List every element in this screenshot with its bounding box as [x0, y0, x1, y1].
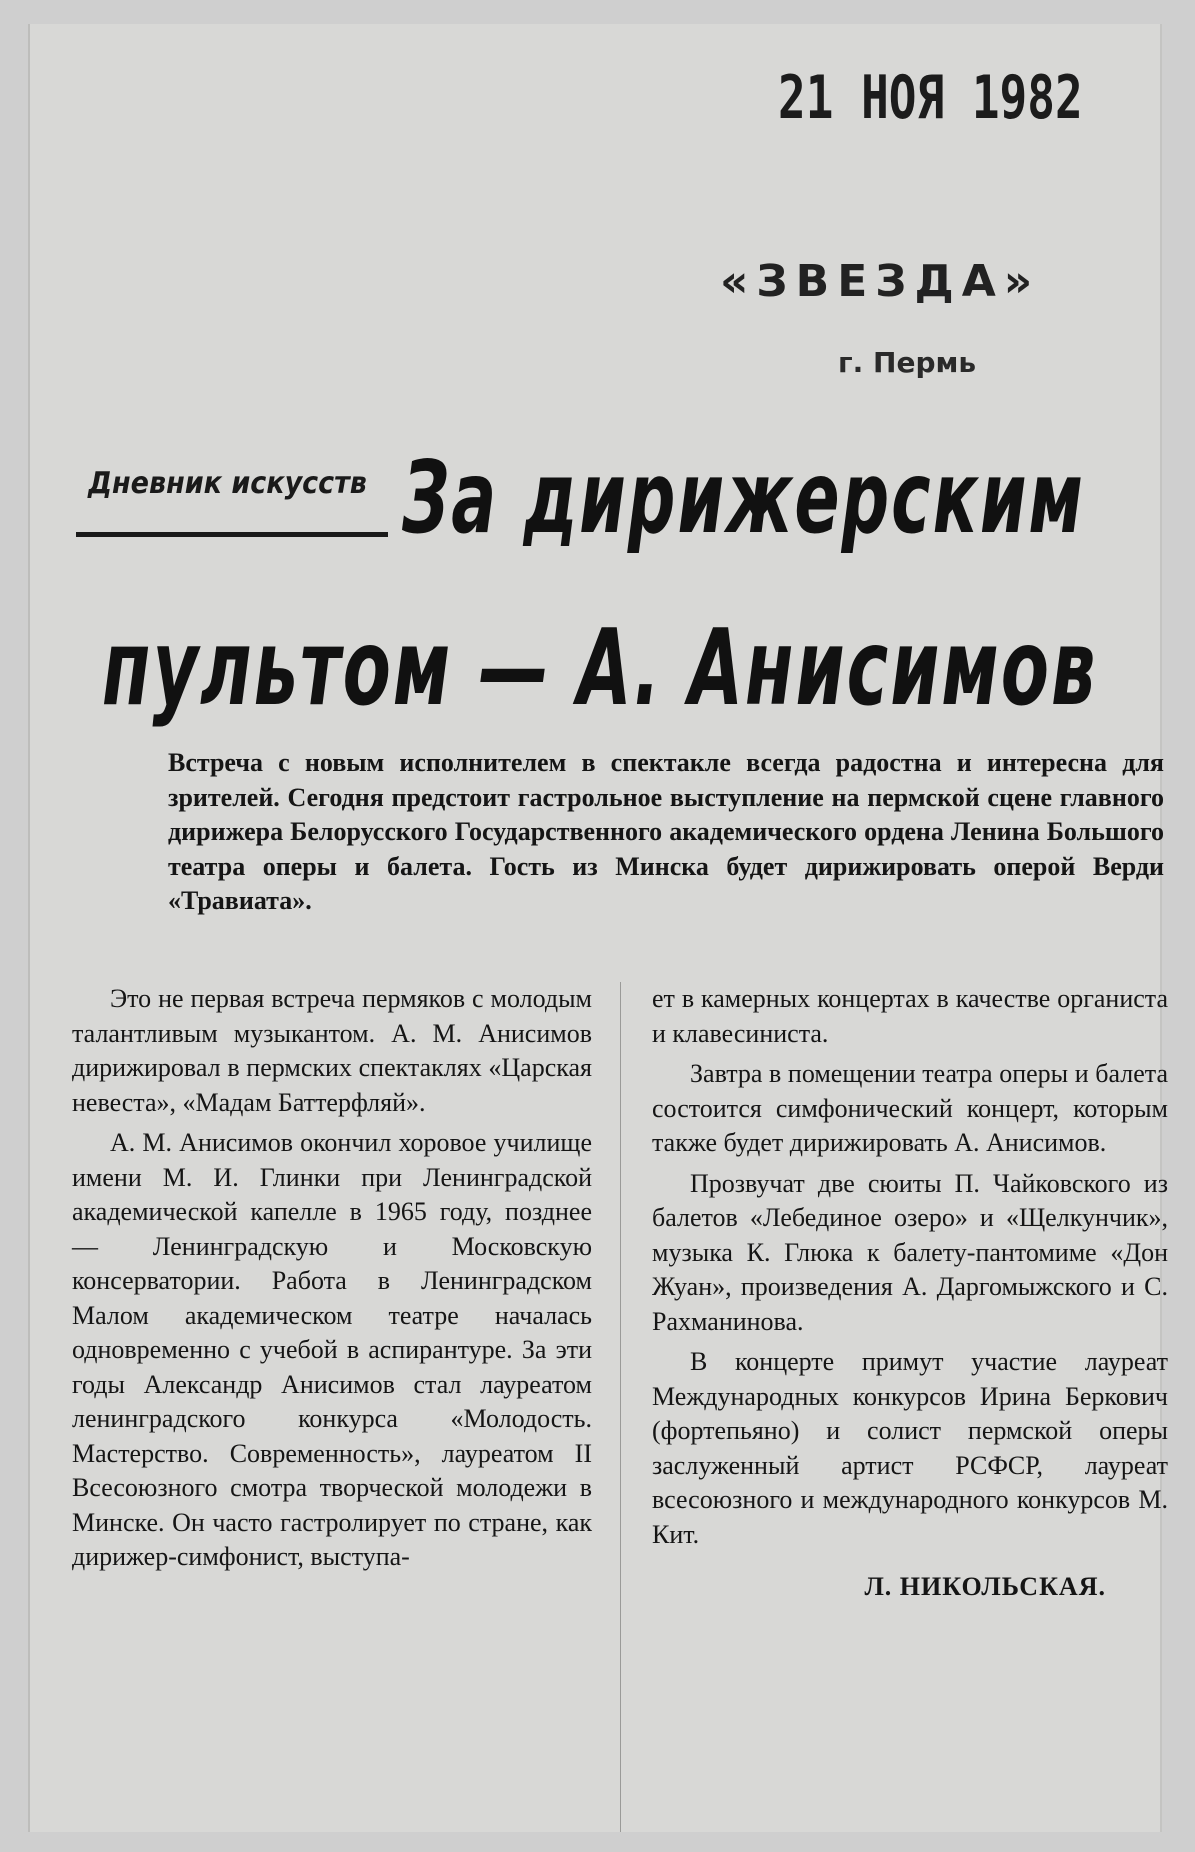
headline-line-1: За дирижерским	[402, 440, 1085, 557]
left-paragraph-2: А. М. Анисимов окончил хоровое училище имени М. И. Глинки при Ленинградской академической капелле в 1965 году, позднее — Ленинградскую и Московскую консерватории. Работа в Ленинградском Малом академическом театре началась одновременно с учебой в аспирантуре. За эти годы Александр Анисимов стал лауреатом ленинградского конкурса «Молодость. Мастерство. Современность», лауреатом II Всесоюзного смотра творческой молодежи в Минске. Он часто гастролирует по стране, как дирижер-симфонист, выступа-	[72, 1128, 592, 1571]
right-paragraph-4: В концерте примут участие лауреат Международных конкурсов Ирина Беркович (фортепьяно) и солист пермской оперы заслуженный артист РСФСР, лауреат всесоюзного и международного конкурсов М. Кит.	[652, 1347, 1168, 1549]
author-signature: Л. НИКОЛЬСКАЯ.	[864, 1572, 1106, 1601]
right-column	[652, 982, 1168, 1605]
right-paragraph-1: ет в камерных концертах в качестве органиста и клавесиниста.	[652, 984, 1168, 1048]
right-paragraph-3: Прозвучат две сюиты П. Чайковского из балетов «Лебединое озеро» и «Щелкунчик», музыка К. Глюка к балету-пантомиме «Дон Жуан», произведения А. Даргомыжского и С. Рахманинова.	[652, 1168, 1168, 1336]
right-paragraph-2: Завтра в помещении театра оперы и балета состоится симфонический концерт, которым также будет дирижировать А. Анисимов.	[652, 1059, 1168, 1157]
rubric-label: Дневник искусств	[88, 466, 367, 501]
column-divider	[620, 982, 621, 1832]
newspaper-clipping	[28, 24, 1168, 1832]
left-column	[72, 982, 592, 1581]
headline-line-2: пультом — А. Анисимов	[102, 608, 1098, 730]
lead-paragraph: Встреча с новым исполнителем в спектакле всегда радостна и интересна для зрителей. Сегодня предстоит гастрольное выступление на пермской сцене главного дирижера Белорусского Государственного академического ордена Ленина Большого театра оперы и балета. Гость из Минска будет дирижировать оперой Верди «Травиата».	[168, 748, 1164, 915]
city-stamp: г. Пермь	[838, 346, 977, 379]
left-paragraph-1: Это не первая встреча пермяков с молодым талантливым музыкантом. А. М. Анисимов дирижировал в пермских спектаклях «Царская невеста», «Мадам Баттерфляй».	[72, 984, 592, 1117]
rubric-underline	[76, 532, 388, 537]
newspaper-name-stamp: «ЗВЕЗДА»	[720, 256, 1041, 307]
date-stamp: 21 НОЯ 1982	[778, 62, 1083, 133]
